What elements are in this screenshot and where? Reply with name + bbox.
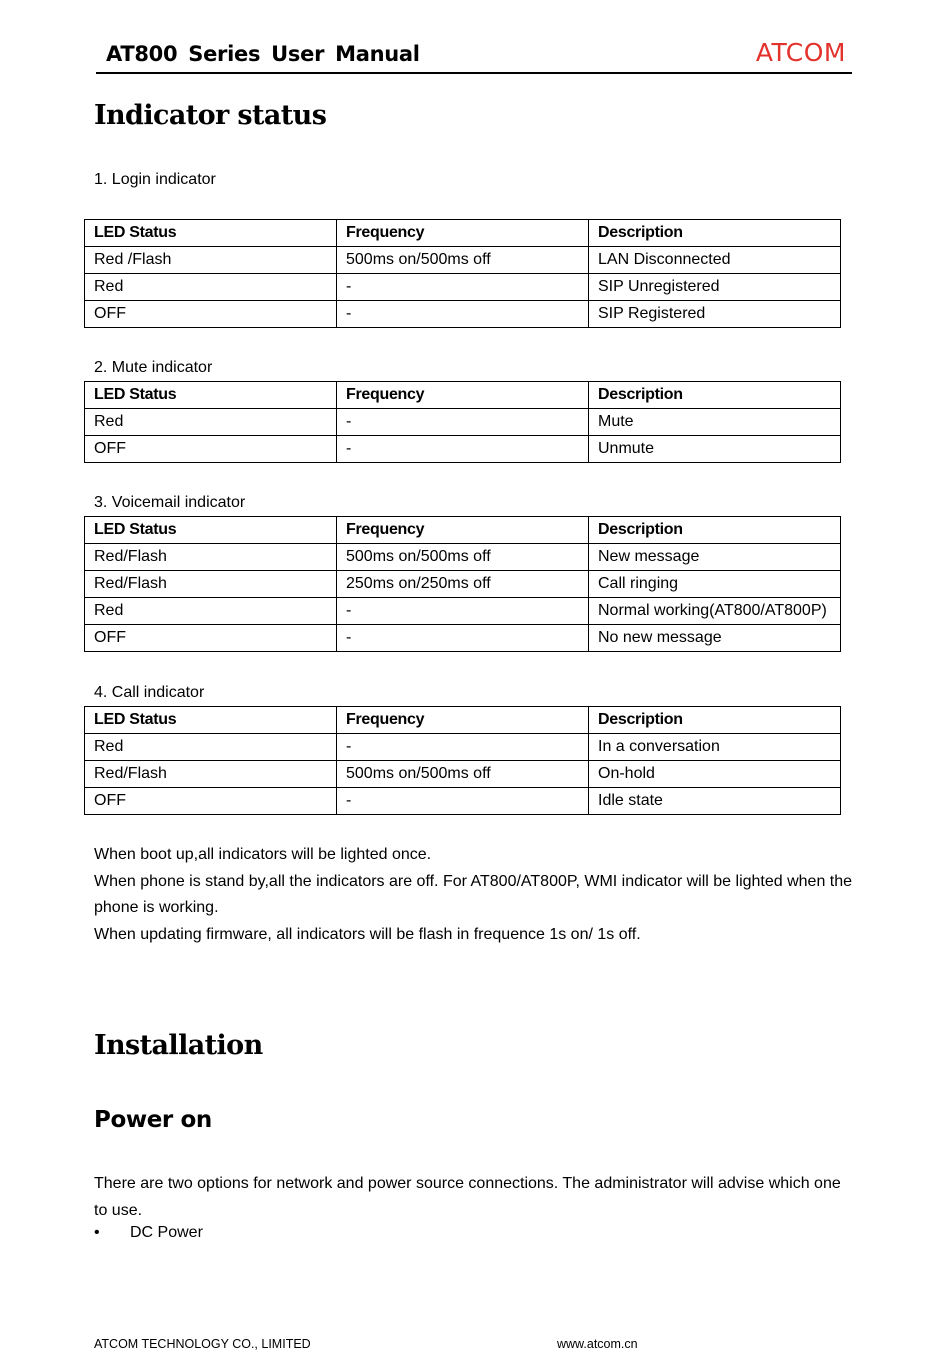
table-cell: - <box>337 734 589 761</box>
table-header-row <box>85 707 841 734</box>
note-paragraph: When phone is stand by,all the indicators are off. For AT800/AT800P, WMI indicator will be lighted when the phone is working. <box>94 872 853 916</box>
column-header: LED Status <box>85 220 337 247</box>
table-cell: Red <box>85 734 337 761</box>
table-caption-login: 1. Login indicator <box>94 171 216 188</box>
table-cell: OFF <box>85 301 337 328</box>
table-cell: New message <box>589 544 841 571</box>
column-header: LED Status <box>85 382 337 409</box>
table-cell: Idle state <box>589 788 841 815</box>
column-header: Frequency <box>337 707 589 734</box>
table-cell: - <box>337 436 589 463</box>
notes-block <box>94 842 854 948</box>
table-row <box>85 571 841 598</box>
subheading-power-on: Power on <box>94 1107 212 1133</box>
table-cell: - <box>337 274 589 301</box>
table-cell: OFF <box>85 625 337 652</box>
voicemail-indicator-table <box>84 516 841 652</box>
table-cell: Red <box>85 598 337 625</box>
column-header: Frequency <box>337 382 589 409</box>
table-cell: Unmute <box>589 436 841 463</box>
column-header: Description <box>589 707 841 734</box>
column-header: Frequency <box>337 220 589 247</box>
brand-logo: ATCOM <box>755 38 846 67</box>
footer-company: ATCOM TECHNOLOGY CO., LIMITED <box>94 1337 311 1351</box>
table-cell: Red <box>85 274 337 301</box>
table-cell: SIP Unregistered <box>589 274 841 301</box>
table-cell: - <box>337 598 589 625</box>
table-row <box>85 247 841 274</box>
table-cell: 500ms on/500ms off <box>337 761 589 788</box>
table-row <box>85 274 841 301</box>
header-divider <box>96 72 852 74</box>
table-cell: Normal working(AT800/AT800P) <box>589 598 841 625</box>
call-indicator-table <box>84 706 841 815</box>
installation-paragraph: There are two options for network and power source connections. The administrator will advise which one to use. <box>94 1175 841 1219</box>
table-header-row <box>85 517 841 544</box>
table-cell: 500ms on/500ms off <box>337 544 589 571</box>
table-cell: No new message <box>589 625 841 652</box>
table-cell: - <box>337 409 589 436</box>
table-cell: On-hold <box>589 761 841 788</box>
table-cell: In a conversation <box>589 734 841 761</box>
table-cell: Red /Flash <box>85 247 337 274</box>
table-caption-call: 4. Call indicator <box>94 684 205 701</box>
table-cell: OFF <box>85 788 337 815</box>
column-header: Frequency <box>337 517 589 544</box>
table-row <box>85 436 841 463</box>
table-cell: Mute <box>589 409 841 436</box>
note-paragraph: When updating firmware, all indicators will be flash in frequence 1s on/ 1s off. <box>94 925 641 943</box>
footer-website: www.atcom.cn <box>557 1337 638 1351</box>
bullet-symbol: • <box>94 1224 100 1241</box>
login-indicator-table <box>84 219 841 328</box>
table-cell: Red/Flash <box>85 761 337 788</box>
document-header-title: AT800 Series User Manual <box>106 42 420 66</box>
column-header: LED Status <box>85 707 337 734</box>
table-cell: Call ringing <box>589 571 841 598</box>
column-header: Description <box>589 220 841 247</box>
column-header: Description <box>589 382 841 409</box>
table-cell: LAN Disconnected <box>589 247 841 274</box>
table-caption-voicemail: 3. Voicemail indicator <box>94 494 246 511</box>
table-cell: - <box>337 788 589 815</box>
table-cell: 250ms on/250ms off <box>337 571 589 598</box>
table-cell: SIP Registered <box>589 301 841 328</box>
section-heading-indicator-status: Indicator status <box>94 100 327 131</box>
table-header-row <box>85 382 841 409</box>
table-cell: - <box>337 625 589 652</box>
table-row <box>85 761 841 788</box>
table-cell: Red <box>85 409 337 436</box>
table-row <box>85 734 841 761</box>
table-cell: 500ms on/500ms off <box>337 247 589 274</box>
mute-indicator-table <box>84 381 841 463</box>
column-header: LED Status <box>85 517 337 544</box>
section-heading-installation: Installation <box>94 1030 263 1061</box>
table-caption-mute: 2. Mute indicator <box>94 359 213 376</box>
table-cell: OFF <box>85 436 337 463</box>
table-cell: Red/Flash <box>85 571 337 598</box>
table-cell: Red/Flash <box>85 544 337 571</box>
table-row <box>85 544 841 571</box>
table-row <box>85 409 841 436</box>
column-header: Description <box>589 517 841 544</box>
bullet-text: DC Power <box>130 1224 203 1241</box>
table-row <box>85 301 841 328</box>
table-row <box>85 788 841 815</box>
table-row <box>85 625 841 652</box>
table-cell: - <box>337 301 589 328</box>
note-paragraph: When boot up,all indicators will be lighted once. <box>94 846 432 863</box>
table-row <box>85 598 841 625</box>
table-header-row <box>85 220 841 247</box>
